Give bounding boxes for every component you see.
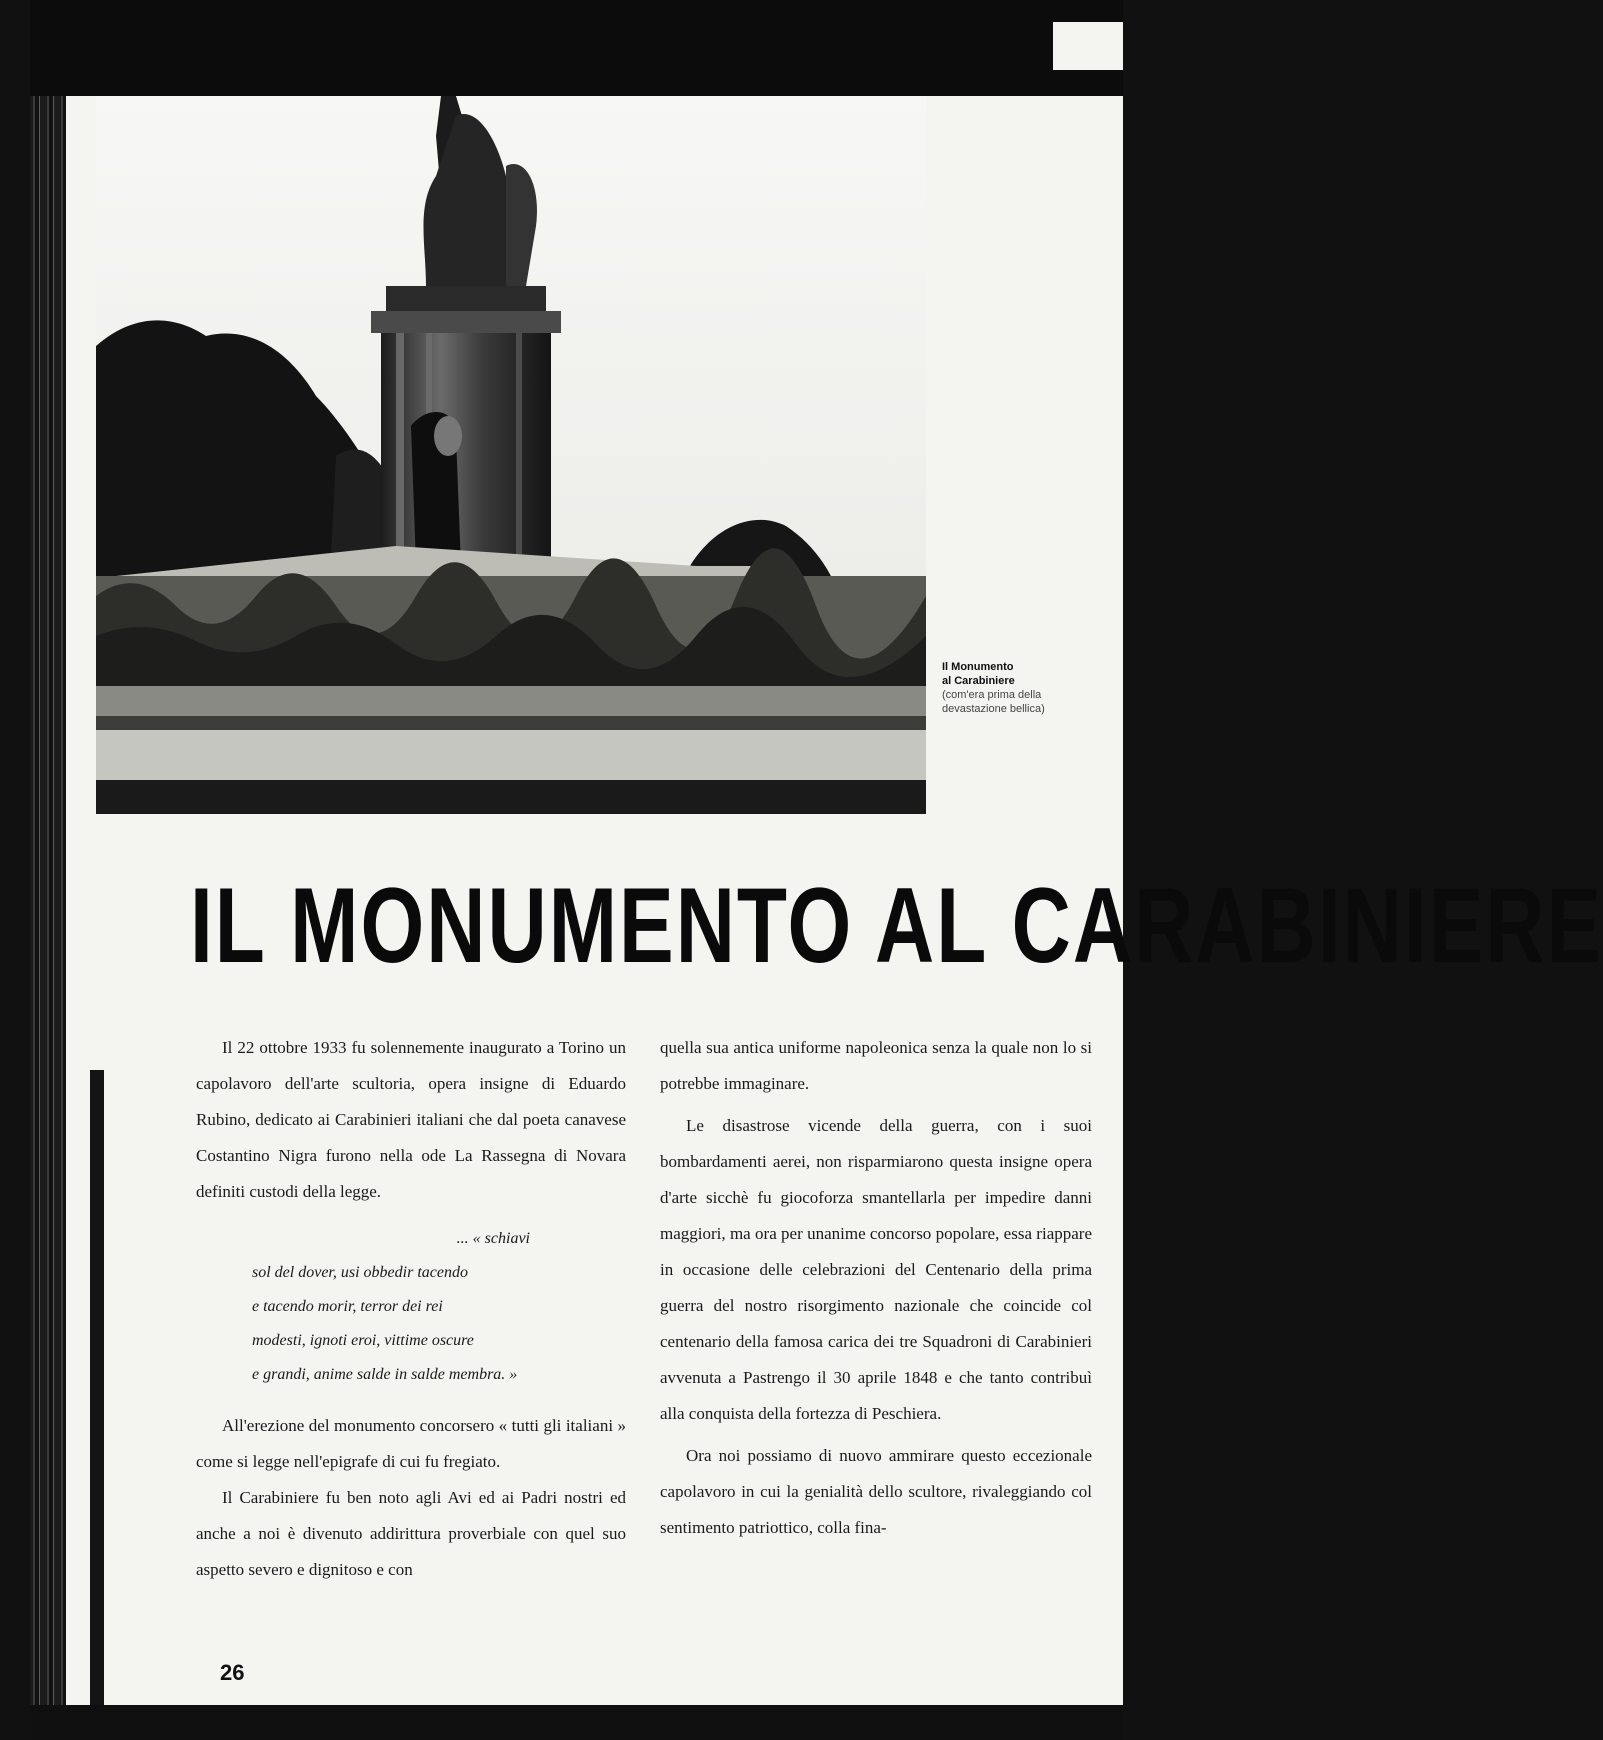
paragraph-5: Le disastrose vicende della guerra, con i suoi bombardamenti aerei, non risparmiarono questa insigne opera d'arte sicchè fu giocoforza smantellarla per impedire danni maggiori, ma ora per unanime concorso popolare, essa riappare in occasione delle celebrazioni del Centenario della prima guerra del nostro risorgimento nazionale che coincide col centenario della famosa carica dei tre Squadroni di Carabinieri avvenuta a Pastrengo il 30 aprile 1848 e che tanto contribuì alla conquista della fortezza di Peschiera. — [660, 1116, 1092, 1423]
verse-line-5: e grandi, anime salde in salde membra. » — [252, 1366, 518, 1383]
caption-note-1: (com'era prima della — [942, 689, 1042, 701]
caption-title-2: al Carabiniere — [942, 675, 1015, 687]
photo-caption — [942, 660, 1082, 716]
bottom-scan-border — [30, 1705, 1123, 1740]
top-right-notch — [1053, 22, 1123, 70]
book-spine-gutter — [30, 96, 66, 1740]
paragraph-1: Il 22 ottobre 1933 fu solennemente inaugurato a Torino un capolavoro dell'arte scultoria, opera insigne di Eduardo Rubino, dedicato ai Carabinieri italiani che dal poeta canavese Costantino Nigra furono nella ode La Rassegna di Novara definiti custodi della legge. — [196, 1038, 626, 1201]
verse-line-4: modesti, ignoti eroi, vittime oscure — [252, 1332, 474, 1349]
paragraph-4: quella sua antica uniforme napoleonica senza la quale non lo si potrebbe immaginare. — [660, 1038, 1092, 1093]
article-title: IL MONUMENTO AL CARABINIERE — [190, 867, 1603, 986]
left-margin-bar — [90, 1070, 104, 1740]
verse-line-3: e tacendo morir, terror dei rei — [252, 1298, 443, 1315]
text-column-right — [660, 1030, 1092, 1546]
page-number: 26 — [220, 1660, 245, 1685]
quoted-verse — [252, 1222, 626, 1392]
caption-title-1: Il Monumento — [942, 661, 1014, 673]
paragraph-3: Il Carabiniere fu ben noto agli Avi ed ai Padri nostri ed anche a noi è divenuto addirittura proverbiale con quel suo aspetto severo e dignitoso e con — [196, 1488, 626, 1579]
caption-note-2: devastazione bellica) — [942, 703, 1045, 715]
paragraph-2: All'erezione del monumento concorsero « tutti gli italiani » come si legge nell'epigrafe di cui fu fregiato. — [196, 1416, 626, 1471]
magazine-page — [30, 0, 1603, 1740]
paragraph-6: Ora noi possiamo di nuovo ammirare questo eccezionale capolavoro in cui la genialità dello scultore, rivaleggiando col sentimento patriottico, colla fina- — [660, 1446, 1092, 1537]
verse-line-1: ... « schiavi — [456, 1230, 530, 1247]
monument-photo — [96, 96, 926, 814]
text-column-left — [196, 1030, 626, 1588]
verse-line-2: sol del dover, usi obbedir tacendo — [252, 1264, 468, 1281]
top-scan-border — [30, 0, 1123, 96]
